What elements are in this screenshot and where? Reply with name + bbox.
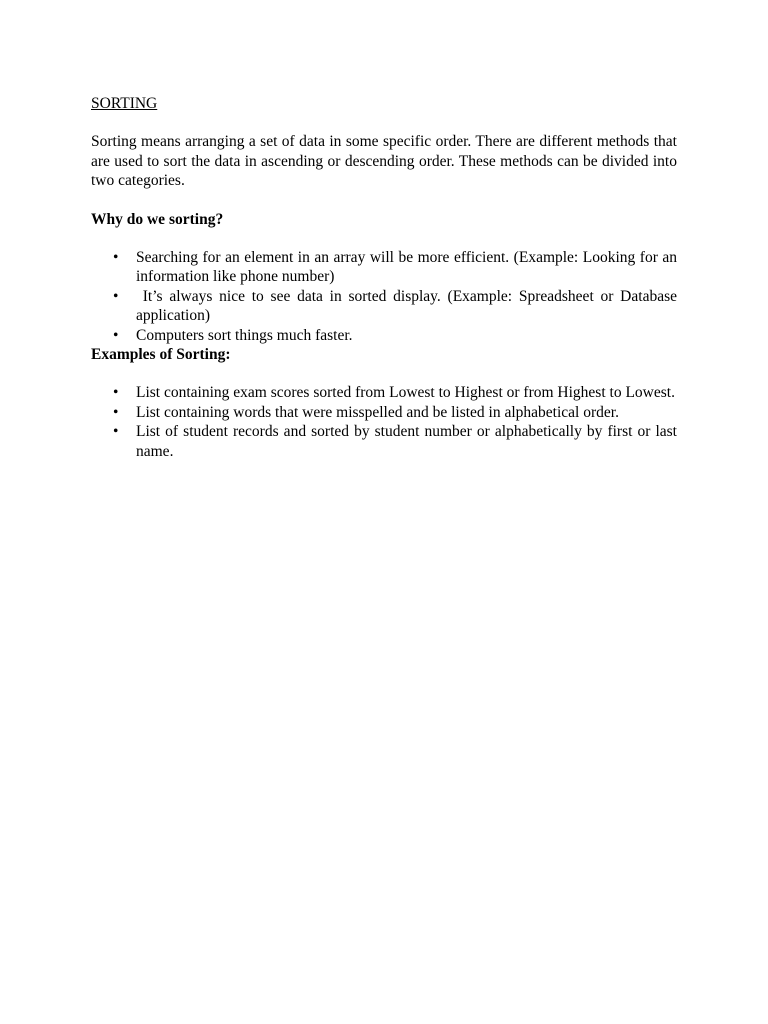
bullet-icon: • <box>113 326 119 344</box>
bullet-icon: • <box>113 403 119 421</box>
intro-paragraph: Sorting means arranging a set of data in some specific order. There are different methods that are used to sort the data in ascending or descending order. These methods can be divided into two categories. <box>91 133 677 190</box>
bullet-icon: • <box>113 249 119 267</box>
list-item <box>91 383 677 402</box>
list-item <box>91 422 677 461</box>
page-title: SORTING <box>91 95 158 112</box>
bullet-icon: • <box>113 423 119 441</box>
list-item-text: Computers sort things much faster. <box>136 326 353 344</box>
list-item-text: Searching for an element in an array will be more efficient. (Example: Looking for an information like phone number) <box>136 249 677 286</box>
list-item <box>91 326 677 345</box>
list-item-text: List of student records and sorted by student number or alphabetically by first or last name. <box>136 423 677 460</box>
list-item-text: List containing words that were misspelled and be listed in alphabetical order. <box>136 403 619 421</box>
list-item <box>91 248 677 287</box>
why-list <box>91 248 677 345</box>
bullet-icon: • <box>113 287 119 305</box>
why-heading: Why do we sorting? <box>91 210 224 228</box>
list-item <box>91 287 677 326</box>
list-item-text: It’s always nice to see data in sorted display. (Example: Spreadsheet or Database application) <box>136 287 677 325</box>
list-item <box>91 403 677 422</box>
document-page <box>91 94 677 461</box>
examples-heading: Examples of Sorting: <box>91 346 231 364</box>
bullet-icon: • <box>113 384 119 402</box>
examples-list <box>91 383 677 461</box>
list-item-text: List containing exam scores sorted from Lowest to Highest or from Highest to Lowest. <box>136 384 675 402</box>
